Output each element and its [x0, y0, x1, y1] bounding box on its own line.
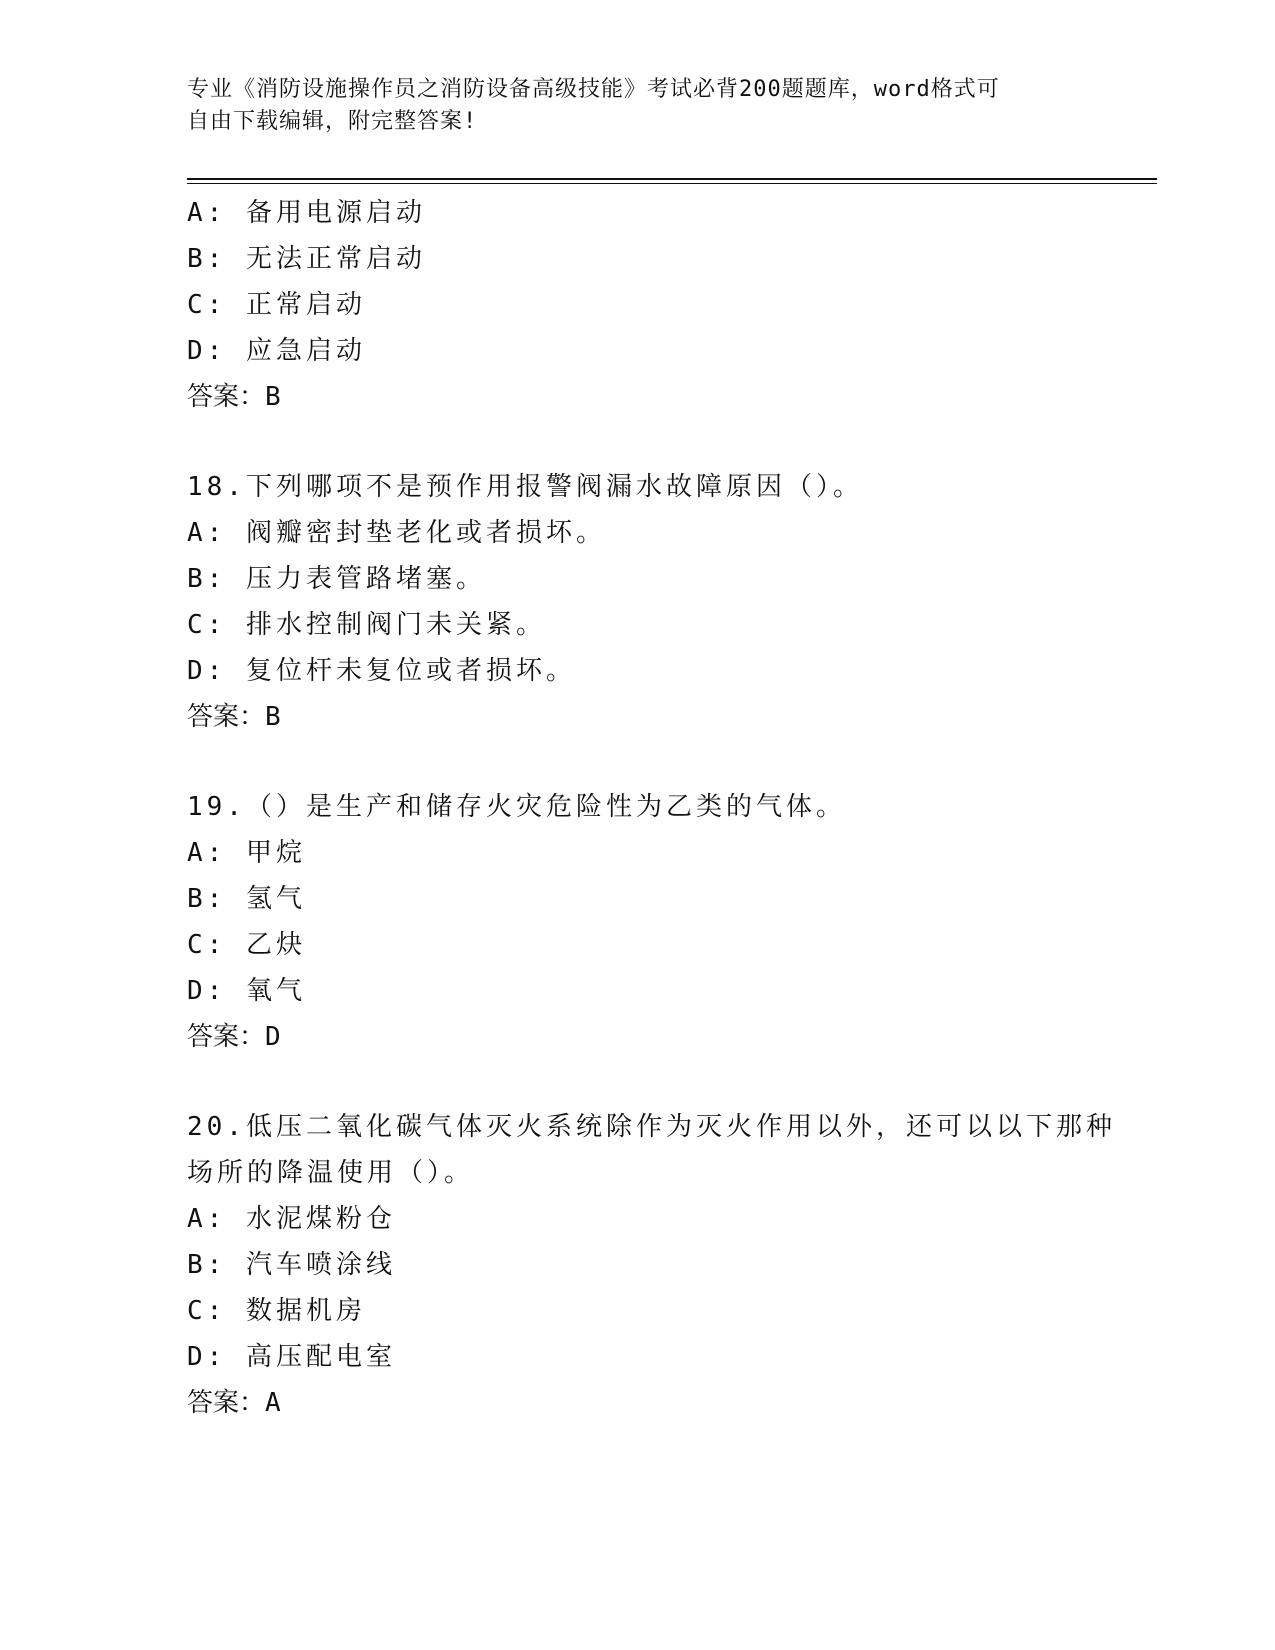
- option-c: C: 乙炔: [187, 930, 306, 960]
- option-b: B: 氢气: [187, 884, 306, 914]
- answer-value: B: [265, 382, 281, 412]
- answer-value: D: [265, 1022, 281, 1052]
- answer-label: 答案：: [187, 382, 266, 412]
- option-d: D: 复位杆未复位或者损坏。: [187, 656, 576, 686]
- header-line-2: 自由下载编辑，附完整答案!: [187, 109, 478, 134]
- option-d: D: 氧气: [187, 976, 306, 1006]
- option-b: B: 压力表管路堵塞。: [187, 564, 486, 594]
- question-text: 19.（）是生产和储存火灾危险性为乙类的气体。: [187, 792, 846, 822]
- question-text: 18.下列哪项不是预作用报警阀漏水故障原因（）。: [187, 472, 863, 502]
- question-text-line-2: 场所的降温使用（）。: [187, 1158, 475, 1188]
- answer-label: 答案：: [187, 1022, 266, 1052]
- question-20: [187, 1104, 1116, 1426]
- answer-value: A: [265, 1388, 281, 1418]
- question-19: [187, 784, 1087, 1060]
- answer-line: [187, 1380, 1087, 1426]
- option-c: C: 排水控制阀门未关紧。: [187, 610, 546, 640]
- option-a: A: 水泥煤粉仓: [187, 1204, 396, 1234]
- answer-line: [187, 694, 1087, 740]
- answer-line: [187, 1014, 1087, 1060]
- answer-label: 答案：: [187, 702, 266, 732]
- answer-label: 答案：: [187, 1388, 266, 1418]
- option-b: B: 无法正常启动: [187, 244, 426, 274]
- option-d: D: 高压配电室: [187, 1342, 396, 1372]
- option-a: A: 阀瓣密封垫老化或者损坏。: [187, 518, 606, 548]
- header-divider: [187, 178, 1157, 184]
- option-b: B: 汽车喷涂线: [187, 1250, 396, 1280]
- question-17: [187, 190, 1087, 420]
- document-header: [187, 74, 1087, 138]
- question-18: [187, 464, 1087, 740]
- question-list: [187, 190, 1116, 1426]
- question-text-line-1: 20.低压二氧化碳气体灭火系统除作为灭火作用以外，还可以以下那种: [187, 1112, 1116, 1142]
- option-c: C: 正常启动: [187, 290, 366, 320]
- header-line-1: 专业《消防设施操作员之消防设备高级技能》考试必背200题题库，word格式可: [187, 77, 1000, 102]
- answer-value: B: [265, 702, 281, 732]
- option-c: C: 数据机房: [187, 1296, 366, 1326]
- answer-line: [187, 374, 1087, 420]
- option-a: A: 甲烷: [187, 838, 306, 868]
- option-a: A: 备用电源启动: [187, 198, 426, 228]
- option-d: D: 应急启动: [187, 336, 366, 366]
